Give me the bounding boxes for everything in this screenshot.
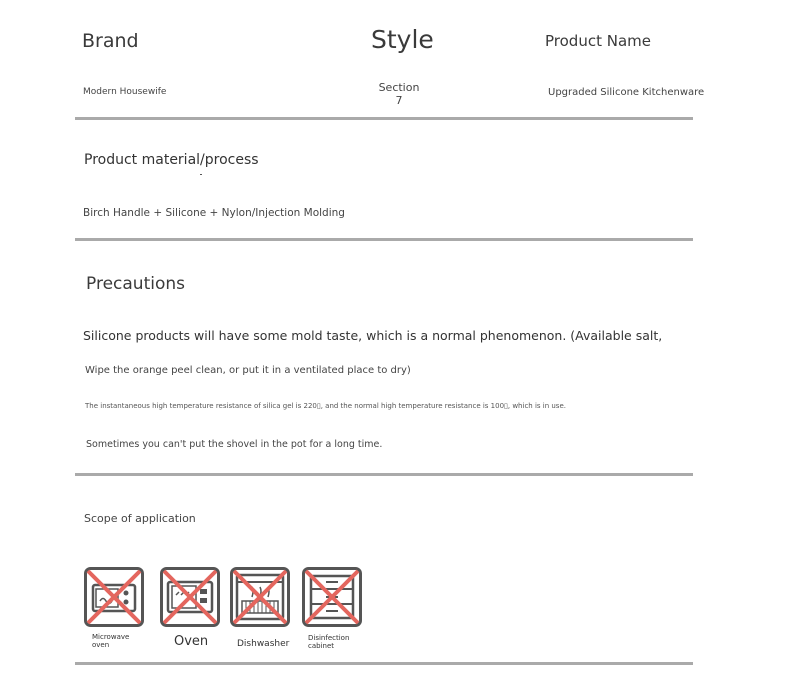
precaution-line: The instantaneous high temperature resistance of silica gel is 220▯, and the normal high temperature resistance is 100▯, which is in use.: [85, 402, 566, 410]
scope-heading: Scope of application: [84, 512, 196, 525]
scope-label-microwave: Microwave oven: [92, 633, 130, 649]
scope-label-disinfection-cabinet: Disinfection cabinet: [308, 634, 350, 650]
precaution-line: Sometimes you can't put the shovel in the pot for a long time.: [86, 439, 383, 450]
section-number: 7: [395, 94, 403, 107]
section-value: [374, 81, 424, 107]
dishwasher-icon: [230, 567, 290, 627]
material-heading: Product material/process: [84, 152, 259, 168]
precaution-line: Silicone products will have some mold taste, which is a normal phenomenon. (Available salt,: [83, 328, 663, 343]
divider: [75, 473, 693, 476]
style-heading: Style: [371, 25, 434, 54]
decorative-dot: [200, 174, 202, 175]
product-name-value: Upgraded Silicone Kitchenware: [548, 87, 705, 98]
disinfection-cabinet-icon: [302, 567, 362, 627]
material-value: Birch Handle + Silicone + Nylon/Injection Molding: [83, 207, 345, 219]
divider: [75, 117, 693, 120]
scope-label-oven: Oven: [174, 634, 209, 649]
precautions-heading: Precautions: [86, 274, 185, 294]
divider: [75, 662, 693, 665]
precaution-line: Wipe the orange peel clean, or put it in a ventilated place to dry): [85, 365, 411, 376]
section-label: Section: [378, 81, 420, 94]
microwave-icon: [84, 567, 144, 627]
brand-value: Modern Housewife: [83, 87, 167, 97]
scope-label-dishwasher: Dishwasher: [237, 639, 290, 649]
divider: [75, 238, 693, 241]
brand-heading: Brand: [82, 30, 139, 52]
product-name-heading: Product Name: [545, 32, 651, 50]
oven-icon: [160, 567, 220, 627]
